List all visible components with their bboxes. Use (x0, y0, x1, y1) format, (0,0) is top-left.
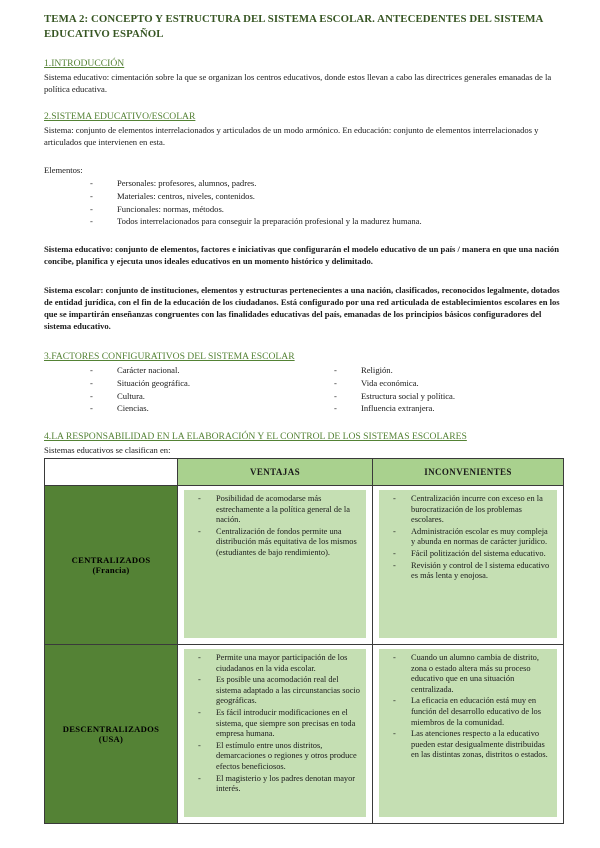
list-item: - Carácter nacional. (90, 364, 290, 377)
table-corner-cell (45, 459, 178, 486)
row-label-centralizados (45, 486, 178, 645)
list-item: - Centralización de fondos permite una distribución más equitativa de los mismos (estudiantes de bajo rendimiento). (190, 527, 360, 559)
list-item: - Es posible una acomodación real del sistema adaptado a las circunstancias socio geográficas. (190, 675, 360, 707)
list-item: - Materiales: centros, niveles, contenidos. (90, 190, 550, 203)
list-item: - El estímulo entre unos distritos, demarcaciones o regiones y otros produce efectos beneficiosos. (190, 741, 360, 773)
list-item: - Es fácil introducir modificaciones en el sistema, que siempre son precisas en toda empresa humana. (190, 708, 360, 740)
section-4-intro: Sistemas educativos se clasifican en: (44, 445, 171, 455)
list-item: - Funcionales: normas, métodos. (90, 203, 550, 216)
list-item: - Las atenciones respecto a la educativo pueden estar desigualmente distribuidas en las distintas zonas, distritos o estados. (385, 729, 551, 761)
factors-right-list (334, 364, 554, 415)
row-label-text: DESCENTRALIZADOS (62, 724, 160, 734)
list-item: - Ciencias. (90, 402, 290, 415)
factors-left-list (90, 364, 290, 415)
list-item: - La eficacia en educación está muy en función del desarrollo educativo de los miembros de la comunidad. (385, 696, 551, 728)
cell-inner (184, 490, 366, 638)
list-item: - Religión. (334, 364, 554, 377)
bullet-list (190, 653, 360, 795)
section-2-heading: 2.SISTEMA EDUCATIVO/ESCOLAR (44, 111, 196, 122)
list-item: - Cuando un alumno cambia de distrito, zona o estado altera más su proceso educativo que en una situación centralizada. (385, 653, 551, 695)
list-item: - Personales: profesores, alumnos, padres. (90, 177, 550, 190)
column-header-inconvenientes: INCONVENIENTES (373, 459, 564, 486)
table-row (45, 645, 564, 824)
bullet-list (190, 494, 360, 559)
section-1-heading: 1.INTRODUCCIÓN (44, 58, 125, 69)
section-4-heading: 4.LA RESPONSABILIDAD EN LA ELABORACIÓN Y EL CONTROL DE LOS SISTEMAS ESCOLARES (44, 431, 467, 442)
document-title: TEMA 2: CONCEPTO Y ESTRUCTURA DEL SISTEMA ESCOLAR. ANTECEDENTES DEL SISTEMA EDUCATIVO ESPAÑOL (44, 13, 543, 40)
list-item: - Vida económica. (334, 377, 554, 390)
cell-centralizados-inconvenientes (373, 486, 564, 645)
cell-descentralizados-inconvenientes (373, 645, 564, 824)
list-item: - Revisión y control de l sistema educativo es más lenta y enojosa. (385, 561, 551, 582)
list-item: - Todos interrelacionados para conseguir la preparación profesional y la madurez humana. (90, 215, 550, 228)
cell-centralizados-ventajas (178, 486, 373, 645)
cell-inner (184, 649, 366, 817)
factors-columns (44, 364, 564, 424)
section-1-text: Sistema educativo: cimentación sobre la que se organizan los centros educativos, donde estos llevan a cabo las directrices generales emanadas de la política educativa. (44, 72, 552, 94)
list-item: - Permite una mayor participación de los ciudadanos en la vida escolar. (190, 653, 360, 674)
table-row (45, 486, 564, 645)
row-label-descentralizados (45, 645, 178, 824)
comparison-table (44, 458, 564, 824)
list-item: - Administración escolar es muy compleja y abunda en normas de carácter jurídico. (385, 527, 551, 548)
list-item: - Centralización incurre con exceso en la burocratización de los problemas escolares. (385, 494, 551, 526)
bullet-list (385, 494, 551, 582)
row-label-sub: (USA) (98, 734, 124, 744)
list-item: - Fácil politización del sistema educativo. (385, 549, 551, 560)
definition-sistema-educativo: Sistema educativo: conjunto de elementos, factores e iniciativas que configurarán el modelo educativo de un país / manera en que una nación concibe, planifica y ejecuta unos ideales educativos en un momento histórico y delimitado. (44, 244, 559, 266)
bullet-list (385, 653, 551, 761)
column-header-ventajas: VENTAJAS (178, 459, 373, 486)
list-item: - Situación geográfica. (90, 377, 290, 390)
cell-inner (379, 490, 557, 638)
definition-sistema-escolar: Sistema escolar: conjunto de instituciones, elementos y estructuras pertenecientes a una nación, clasificados, reconocidos legalmente, dotados de entidad jurídica, con el fin de la educación de los ciudadanos. Está configurado por una red articulada de establecimientos escolares en los que se impartirán enseñanzas congruentes con las finalidades educativas del país, emanadas de los principios básicos configuradores del sistema educativo. (44, 285, 560, 331)
cell-descentralizados-ventajas (178, 645, 373, 824)
elements-label: Elementos: (44, 165, 83, 175)
list-item: - Posibilidad de acomodarse más estrechamente a la política general de la nación. (190, 494, 360, 526)
cell-inner (379, 649, 557, 817)
row-label-text: CENTRALIZADOS (71, 555, 151, 565)
section-2-text: Sistema: conjunto de elementos interrelacionados y articulados de un modo armónico. En educación: conjunto de elementos interrelacionados y articulados que intervienen en esta. (44, 125, 539, 147)
table-header-row (45, 459, 564, 486)
list-item: - El magisterio y los padres denotan mayor interés. (190, 774, 360, 795)
section-3-heading: 3.FACTORES CONFIGURATIVOS DEL SISTEMA ESCOLAR (44, 351, 295, 362)
elements-list (90, 177, 550, 228)
list-item: - Estructura social y política. (334, 390, 554, 403)
list-item: - Cultura. (90, 390, 290, 403)
row-label-sub: (Francia) (92, 565, 130, 575)
list-item: - Influencia extranjera. (334, 402, 554, 415)
